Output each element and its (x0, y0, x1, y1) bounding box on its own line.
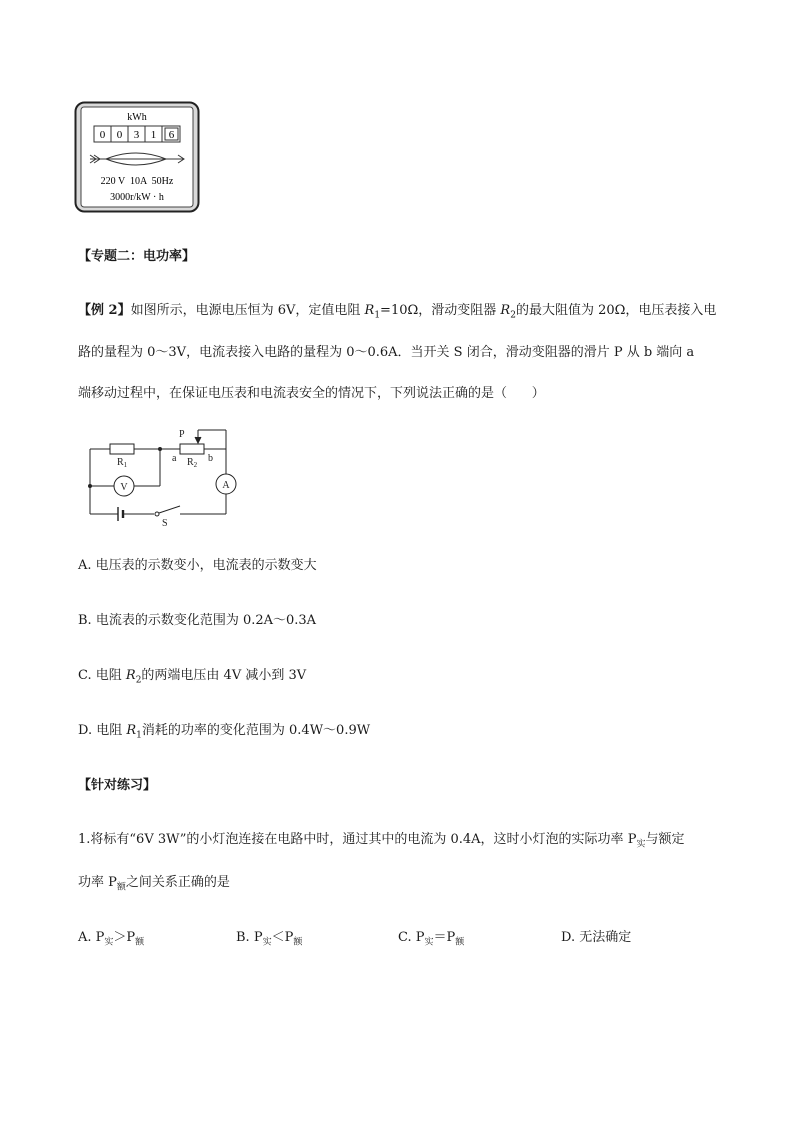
meter-rating-line: 220 V 10A 50Hz (100, 176, 174, 187)
circuit-label-p: P (179, 429, 185, 440)
meter-digit: 0 (116, 129, 123, 141)
switch-contact (155, 512, 159, 516)
var-sub: 1 (374, 310, 381, 321)
q1-line1 (78, 832, 684, 853)
q1-text: 与额定 (645, 832, 685, 847)
option-text: C. 电阻 (78, 668, 126, 683)
resistor-r2 (180, 444, 204, 454)
option-sub: 实 (424, 937, 434, 948)
var-r: R (125, 668, 136, 683)
example2-line2: 路的量程为 0～3V，电流表接入电路的量程为 0～0.6A．当开关 S 闭合，滑动变阻器的滑片 P 从 b 端向 a (78, 345, 695, 360)
option-text: C. P (398, 930, 425, 945)
option-text: D. 电阻 (78, 723, 127, 738)
meter-digit: 1 (150, 129, 157, 141)
example2-line3: 端移动过程中，在保证电压表和电流表安全的情况下，下列说法正确的是（ ） (78, 386, 545, 401)
meter-digit: 3 (133, 129, 140, 141)
meter-constant-line: 3000r/kW · h (110, 192, 164, 203)
option-sub: 额 (455, 937, 465, 948)
option-text: B. P (236, 930, 263, 945)
switch-blade (159, 506, 180, 513)
option-sub: 实 (104, 937, 114, 948)
circuit-label-b: b (208, 453, 213, 464)
q1-text: 之间关系正确的是 (125, 875, 230, 890)
meter-unit: kWh (127, 112, 147, 123)
option-text: ＝P (433, 930, 456, 945)
q1-line2 (78, 875, 230, 896)
meter-digit: 6 (168, 129, 175, 141)
option-sub: 额 (293, 937, 303, 948)
ammeter-label: A (222, 480, 230, 491)
option-text: A. P (78, 930, 105, 945)
resistor-r1 (110, 444, 134, 454)
voltmeter-label: V (120, 482, 128, 493)
option-text: 的两端电压由 4V 减小到 3V (141, 668, 307, 683)
section2-heading: 【专题二：电功率】 (78, 249, 196, 264)
example2-line1 (78, 303, 716, 324)
example2-text: =10Ω，滑动变阻器 (380, 303, 501, 318)
var-r: R (364, 303, 375, 318)
option-a: A. 电压表的示数变小，电流表的示数变大 (78, 558, 317, 573)
q1-text: 功率 P (78, 875, 117, 890)
q1-sub: 实 (636, 839, 646, 850)
option-sub: 实 (262, 937, 272, 948)
q1-option-a (78, 930, 144, 951)
junction-dot (158, 447, 162, 451)
example2-text: 如图所示，电源电压恒为 6V，定值电阻 (130, 303, 365, 318)
option-c (78, 668, 306, 689)
option-sub: 额 (135, 937, 145, 948)
option-d (78, 723, 370, 744)
option-b: B. 电流表的示数变化范围为 0.2A～0.3A (78, 613, 317, 628)
q1-option-d: D. 无法确定 (561, 930, 632, 945)
example2-text: 的最大阻值为 20Ω，电压表接入电 (515, 303, 717, 318)
var-sub: 2 (510, 310, 516, 321)
circuit-label-r1: $R_1$ (117, 457, 128, 469)
var-sub: 1 (136, 730, 142, 741)
electric-meter-figure (74, 101, 200, 213)
practice-heading: 【针对练习】 (78, 778, 157, 793)
meter-digit: 0 (99, 129, 106, 141)
option-text: 消耗的功率的变化范围为 0.4W～0.9W (141, 723, 371, 738)
switch-label: S (162, 518, 168, 526)
circuit-label-a: a (172, 453, 177, 464)
q1-option-b (236, 930, 302, 951)
circuit-diagram (84, 428, 240, 526)
option-text: ＞P (113, 930, 136, 945)
var-r: R (500, 303, 511, 318)
q1-text: 1.将标有“6V 3W”的小灯泡连接在电路中时，通过其中的电流为 0.4A，这时小灯泡的实际功率 P (78, 832, 637, 847)
q1-option-c (398, 930, 464, 951)
var-r: R (126, 723, 137, 738)
circuit-label-r2: $R_2$ (187, 457, 198, 469)
var-sub: 2 (135, 675, 142, 686)
example2-tag: 【例 2】 (78, 303, 131, 318)
q1-sub: 额 (116, 882, 126, 893)
junction-dot (88, 484, 92, 488)
option-text: ＜P (271, 930, 294, 945)
